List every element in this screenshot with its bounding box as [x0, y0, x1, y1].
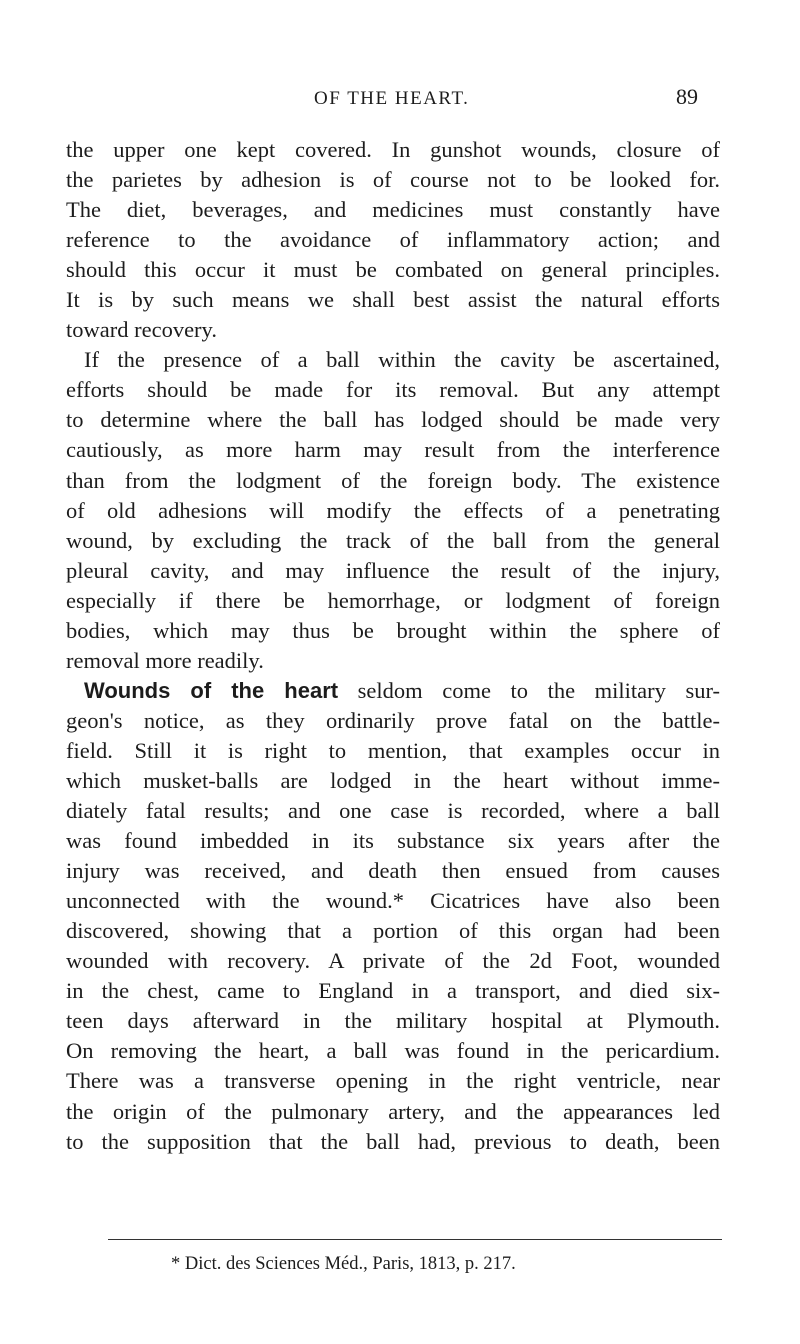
- text-line: wound, by excluding the track of the ball from the general: [66, 527, 720, 553]
- text-line: was found imbedded in its substance six years after the: [66, 828, 720, 854]
- footnote-rule: [108, 1239, 722, 1240]
- text-line: The diet, beverages, and medicines must constantly have: [66, 197, 720, 223]
- paragraph-1: [66, 135, 720, 345]
- text-line: the upper one kept covered. In gunshot wounds, closure of: [66, 137, 720, 162]
- text-line: toward recovery.: [66, 317, 217, 343]
- text-line: pleural cavity, and may influence the result of the injury,: [66, 557, 720, 583]
- text-line: On removing the heart, a ball was found in the pericardium.: [66, 1038, 720, 1064]
- running-title: OF THE HEART.: [314, 88, 470, 109]
- text-line: There was a transverse opening in the right ventricle, near: [66, 1068, 720, 1094]
- text-line: diately fatal results; and one case is recorded, where a ball: [66, 798, 720, 824]
- text-line: discovered, showing that a portion of this organ had been: [66, 918, 720, 944]
- text-line: If the presence of a ball within the cavity be ascertained,: [84, 347, 720, 373]
- section-heading: Wounds of the heart: [84, 677, 339, 703]
- text-line: wounded with recovery. A private of the 2d Foot, wounded: [66, 948, 720, 974]
- text-line: reference to the avoidance of inflammatory action; and: [66, 227, 720, 253]
- text-line: the origin of the pulmonary artery, and the appearances led: [66, 1098, 720, 1124]
- text-line: should this occur it must be combated on general principles.: [66, 257, 720, 283]
- text-line: It is by such means we shall best assist the natural efforts: [66, 287, 720, 313]
- text-line: field. Still it is right to mention, that examples occur in: [66, 737, 720, 763]
- text-line: of old adhesions will modify the effects of a penetrating: [66, 497, 720, 523]
- text-line: especially if there be hemorrhage, or lodgment of foreign: [66, 587, 720, 613]
- text-line: than from the lodgment of the foreign body. The existence: [66, 467, 720, 493]
- text-line: unconnected with the wound.* Cicatrices have also been: [66, 888, 720, 914]
- text-line: [66, 676, 720, 706]
- body-text: [66, 135, 720, 1157]
- text-line: in the chest, came to England in a transport, and died six-: [66, 978, 720, 1004]
- paragraph-3: [66, 676, 720, 1157]
- text-line: which musket-balls are lodged in the heart without imme-: [66, 767, 720, 793]
- heading-line-rest: seldom come to the military sur-: [338, 677, 720, 703]
- text-line: the parietes by adhesion is of course not to be looked for.: [66, 167, 720, 193]
- text-line: bodies, which may thus be brought within the sphere of: [66, 617, 720, 643]
- text-line: geon's notice, as they ordinarily prove fatal on the battle-: [66, 707, 720, 733]
- text-line: injury was received, and death then ensued from causes: [66, 858, 720, 884]
- page-number: 89: [676, 84, 698, 109]
- text-line: to determine where the ball has lodged should be made very: [66, 407, 720, 433]
- paragraph-2: [66, 345, 720, 676]
- text-line: cautiously, as more harm may result from the interference: [66, 437, 720, 463]
- text-line: removal more readily.: [66, 647, 264, 673]
- footnote: * Dict. des Sciences Méd., Paris, 1813, p. 217.: [171, 1254, 516, 1274]
- text-line: to the supposition that the ball had, previous to death, been: [66, 1128, 720, 1154]
- text-line: efforts should be made for its removal. But any attempt: [66, 377, 720, 403]
- text-line: teen days afterward in the military hospital at Plymouth.: [66, 1008, 720, 1034]
